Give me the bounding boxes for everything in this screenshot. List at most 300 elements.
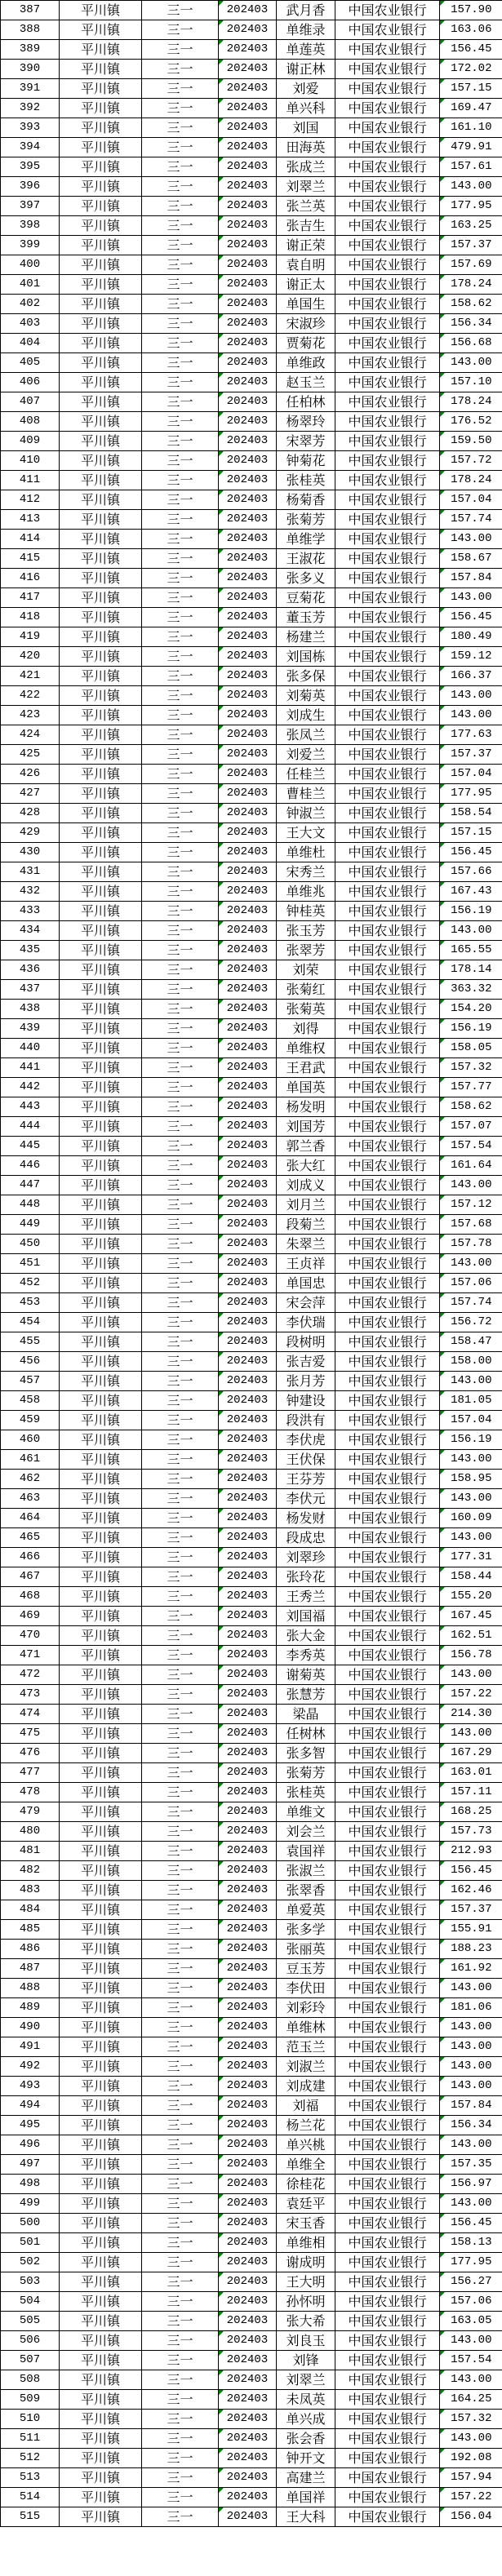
amount-cell[interactable]: 169.47 — [440, 99, 502, 118]
town-cell[interactable]: 平川镇 — [60, 1998, 142, 2018]
amount-cell[interactable]: 143.00 — [440, 353, 502, 373]
row-number-cell[interactable]: 466 — [1, 1548, 60, 1567]
town-cell[interactable]: 平川镇 — [60, 1979, 142, 1998]
row-number-cell[interactable]: 395 — [1, 157, 60, 177]
amount-cell[interactable]: 158.62 — [440, 295, 502, 314]
town-cell[interactable]: 平川镇 — [60, 1117, 142, 1137]
bank-cell[interactable]: 中国农业银行 — [335, 1567, 440, 1587]
amount-cell[interactable]: 161.64 — [440, 1156, 502, 1176]
row-number-cell[interactable]: 439 — [1, 1019, 60, 1039]
month-cell[interactable]: 202403 — [219, 2057, 277, 2077]
amount-cell[interactable]: 143.00 — [440, 2077, 502, 2096]
village-cell[interactable]: 三一 — [142, 2096, 219, 2116]
name-cell[interactable]: 杨翠玲 — [277, 412, 335, 432]
town-cell[interactable]: 平川镇 — [60, 843, 142, 862]
bank-cell[interactable]: 中国农业银行 — [335, 295, 440, 314]
row-number-cell[interactable]: 514 — [1, 2488, 60, 2507]
month-cell[interactable]: 202403 — [219, 980, 277, 1000]
village-cell[interactable]: 三一 — [142, 2272, 219, 2292]
month-cell[interactable]: 202403 — [219, 2449, 277, 2468]
amount-cell[interactable]: 156.34 — [440, 314, 502, 334]
name-cell[interactable]: 张玉芳 — [277, 921, 335, 941]
row-number-cell[interactable]: 435 — [1, 941, 60, 960]
bank-cell[interactable]: 中国农业银行 — [335, 2449, 440, 2468]
town-cell[interactable]: 平川镇 — [60, 1039, 142, 1058]
month-cell[interactable]: 202403 — [219, 1450, 277, 1470]
name-cell[interactable]: 张大金 — [277, 1626, 335, 1646]
town-cell[interactable]: 平川镇 — [60, 197, 142, 216]
amount-cell[interactable]: 143.00 — [440, 921, 502, 941]
row-number-cell[interactable]: 461 — [1, 1450, 60, 1470]
amount-cell[interactable]: 143.00 — [440, 1489, 502, 1509]
bank-cell[interactable]: 中国农业银行 — [335, 1078, 440, 1097]
month-cell[interactable]: 202403 — [219, 1411, 277, 1430]
bank-cell[interactable]: 中国农业银行 — [335, 255, 440, 275]
row-number-cell[interactable]: 477 — [1, 1763, 60, 1783]
bank-cell[interactable]: 中国农业银行 — [335, 1646, 440, 1665]
village-cell[interactable]: 三一 — [142, 1685, 219, 1705]
village-cell[interactable]: 三一 — [142, 2488, 219, 2507]
row-number-cell[interactable]: 507 — [1, 2351, 60, 2370]
name-cell[interactable]: 段洪有 — [277, 1411, 335, 1430]
month-cell[interactable]: 202403 — [219, 1626, 277, 1646]
month-cell[interactable]: 202403 — [219, 627, 277, 647]
month-cell[interactable]: 202403 — [219, 1665, 277, 1685]
village-cell[interactable]: 三一 — [142, 784, 219, 804]
bank-cell[interactable]: 中国农业银行 — [335, 784, 440, 804]
town-cell[interactable]: 平川镇 — [60, 1940, 142, 1959]
village-cell[interactable]: 三一 — [142, 2253, 219, 2272]
name-cell[interactable]: 张翠芳 — [277, 941, 335, 960]
month-cell[interactable]: 202403 — [219, 510, 277, 530]
row-number-cell[interactable]: 393 — [1, 118, 60, 138]
row-number-cell[interactable]: 424 — [1, 725, 60, 745]
town-cell[interactable]: 平川镇 — [60, 295, 142, 314]
name-cell[interactable]: 钟开文 — [277, 2449, 335, 2468]
town-cell[interactable]: 平川镇 — [60, 862, 142, 882]
name-cell[interactable]: 宋翠芳 — [277, 432, 335, 451]
town-cell[interactable]: 平川镇 — [60, 588, 142, 608]
row-number-cell[interactable]: 415 — [1, 549, 60, 569]
name-cell[interactable]: 张月芳 — [277, 1372, 335, 1391]
bank-cell[interactable]: 中国农业银行 — [335, 1391, 440, 1411]
bank-cell[interactable]: 中国农业银行 — [335, 2037, 440, 2057]
month-cell[interactable]: 202403 — [219, 1391, 277, 1411]
month-cell[interactable]: 202403 — [219, 1039, 277, 1058]
bank-cell[interactable]: 中国农业银行 — [335, 2175, 440, 2194]
town-cell[interactable]: 平川镇 — [60, 2116, 142, 2135]
town-cell[interactable]: 平川镇 — [60, 1646, 142, 1665]
name-cell[interactable]: 刘淑兰 — [277, 2057, 335, 2077]
row-number-cell[interactable]: 391 — [1, 79, 60, 99]
village-cell[interactable]: 三一 — [142, 1626, 219, 1646]
bank-cell[interactable]: 中国农业银行 — [335, 1352, 440, 1372]
row-number-cell[interactable]: 505 — [1, 2312, 60, 2331]
town-cell[interactable]: 平川镇 — [60, 2077, 142, 2096]
row-number-cell[interactable]: 471 — [1, 1646, 60, 1665]
amount-cell[interactable]: 156.72 — [440, 1313, 502, 1332]
amount-cell[interactable]: 163.05 — [440, 2312, 502, 2331]
bank-cell[interactable]: 中国农业银行 — [335, 2410, 440, 2429]
amount-cell[interactable]: 177.95 — [440, 197, 502, 216]
name-cell[interactable]: 谢成明 — [277, 2253, 335, 2272]
bank-cell[interactable]: 中国农业银行 — [335, 706, 440, 725]
name-cell[interactable]: 谢正林 — [277, 60, 335, 79]
town-cell[interactable]: 平川镇 — [60, 765, 142, 784]
town-cell[interactable]: 平川镇 — [60, 1920, 142, 1940]
amount-cell[interactable]: 156.19 — [440, 1019, 502, 1039]
bank-cell[interactable]: 中国农业银行 — [335, 1998, 440, 2018]
amount-cell[interactable]: 192.08 — [440, 2449, 502, 2468]
name-cell[interactable]: 王淑花 — [277, 549, 335, 569]
village-cell[interactable]: 三一 — [142, 1528, 219, 1548]
bank-cell[interactable]: 中国农业银行 — [335, 1274, 440, 1293]
village-cell[interactable]: 三一 — [142, 1587, 219, 1607]
row-number-cell[interactable]: 405 — [1, 353, 60, 373]
name-cell[interactable]: 单国英 — [277, 1078, 335, 1097]
village-cell[interactable]: 三一 — [142, 2037, 219, 2057]
month-cell[interactable]: 202403 — [219, 1372, 277, 1391]
town-cell[interactable]: 平川镇 — [60, 1019, 142, 1039]
bank-cell[interactable]: 中国农业银行 — [335, 432, 440, 451]
row-number-cell[interactable]: 460 — [1, 1430, 60, 1450]
amount-cell[interactable]: 156.97 — [440, 2175, 502, 2194]
name-cell[interactable]: 刘国 — [277, 118, 335, 138]
name-cell[interactable]: 未凤英 — [277, 2390, 335, 2410]
bank-cell[interactable]: 中国农业银行 — [335, 1215, 440, 1235]
row-number-cell[interactable]: 398 — [1, 216, 60, 236]
village-cell[interactable]: 三一 — [142, 1979, 219, 1998]
village-cell[interactable]: 三一 — [142, 1411, 219, 1430]
name-cell[interactable]: 单爱英 — [277, 1900, 335, 1920]
name-cell[interactable]: 任树林 — [277, 1724, 335, 1744]
village-cell[interactable]: 三一 — [142, 295, 219, 314]
month-cell[interactable]: 202403 — [219, 667, 277, 686]
village-cell[interactable]: 三一 — [142, 1078, 219, 1097]
row-number-cell[interactable]: 451 — [1, 1254, 60, 1274]
bank-cell[interactable]: 中国农业银行 — [335, 765, 440, 784]
village-cell[interactable]: 三一 — [142, 2057, 219, 2077]
village-cell[interactable]: 三一 — [142, 862, 219, 882]
name-cell[interactable]: 刘福 — [277, 2096, 335, 2116]
village-cell[interactable]: 三一 — [142, 667, 219, 686]
town-cell[interactable]: 平川镇 — [60, 1802, 142, 1822]
row-number-cell[interactable]: 413 — [1, 510, 60, 530]
village-cell[interactable]: 三一 — [142, 960, 219, 980]
town-cell[interactable]: 平川镇 — [60, 1665, 142, 1685]
month-cell[interactable]: 202403 — [219, 1998, 277, 2018]
village-cell[interactable]: 三一 — [142, 1039, 219, 1058]
town-cell[interactable]: 平川镇 — [60, 2507, 142, 2527]
row-number-cell[interactable]: 485 — [1, 1920, 60, 1940]
name-cell[interactable]: 张多保 — [277, 667, 335, 686]
town-cell[interactable]: 平川镇 — [60, 2449, 142, 2468]
month-cell[interactable]: 202403 — [219, 1528, 277, 1548]
amount-cell[interactable]: 177.95 — [440, 2253, 502, 2272]
name-cell[interactable]: 宋秀兰 — [277, 862, 335, 882]
amount-cell[interactable]: 155.91 — [440, 1920, 502, 1940]
bank-cell[interactable]: 中国农业银行 — [335, 2155, 440, 2175]
bank-cell[interactable]: 中国农业银行 — [335, 2272, 440, 2292]
amount-cell[interactable]: 157.78 — [440, 1235, 502, 1254]
row-number-cell[interactable]: 459 — [1, 1411, 60, 1430]
name-cell[interactable]: 张吉生 — [277, 216, 335, 236]
name-cell[interactable]: 袁自明 — [277, 255, 335, 275]
amount-cell[interactable]: 157.04 — [440, 765, 502, 784]
row-number-cell[interactable]: 389 — [1, 40, 60, 60]
name-cell[interactable]: 杨建兰 — [277, 627, 335, 647]
row-number-cell[interactable]: 401 — [1, 275, 60, 295]
month-cell[interactable]: 202403 — [219, 353, 277, 373]
amount-cell[interactable]: 157.32 — [440, 1058, 502, 1078]
row-number-cell[interactable]: 403 — [1, 314, 60, 334]
amount-cell[interactable]: 156.45 — [440, 843, 502, 862]
amount-cell[interactable]: 157.32 — [440, 2410, 502, 2429]
row-number-cell[interactable]: 411 — [1, 471, 60, 490]
bank-cell[interactable]: 中国农业银行 — [335, 725, 440, 745]
row-number-cell[interactable]: 434 — [1, 921, 60, 941]
month-cell[interactable]: 202403 — [219, 1548, 277, 1567]
bank-cell[interactable]: 中国农业银行 — [335, 1, 440, 20]
row-number-cell[interactable]: 490 — [1, 2018, 60, 2037]
month-cell[interactable]: 202403 — [219, 2390, 277, 2410]
name-cell[interactable]: 梁晶 — [277, 1705, 335, 1724]
row-number-cell[interactable]: 429 — [1, 823, 60, 843]
month-cell[interactable]: 202403 — [219, 1685, 277, 1705]
village-cell[interactable]: 三一 — [142, 1470, 219, 1489]
month-cell[interactable]: 202403 — [219, 1587, 277, 1607]
month-cell[interactable]: 202403 — [219, 432, 277, 451]
town-cell[interactable]: 平川镇 — [60, 79, 142, 99]
village-cell[interactable]: 三一 — [142, 2449, 219, 2468]
row-number-cell[interactable]: 421 — [1, 667, 60, 686]
row-number-cell[interactable]: 417 — [1, 588, 60, 608]
name-cell[interactable]: 杨发明 — [277, 1097, 335, 1117]
village-cell[interactable]: 三一 — [142, 1430, 219, 1450]
bank-cell[interactable]: 中国农业银行 — [335, 1293, 440, 1313]
name-cell[interactable]: 张翠香 — [277, 1881, 335, 1900]
bank-cell[interactable]: 中国农业银行 — [335, 1332, 440, 1352]
village-cell[interactable]: 三一 — [142, 1137, 219, 1156]
town-cell[interactable]: 平川镇 — [60, 1411, 142, 1430]
village-cell[interactable]: 三一 — [142, 1215, 219, 1235]
village-cell[interactable]: 三一 — [142, 255, 219, 275]
amount-cell[interactable]: 168.25 — [440, 1802, 502, 1822]
row-number-cell[interactable]: 508 — [1, 2370, 60, 2390]
bank-cell[interactable]: 中国农业银行 — [335, 1763, 440, 1783]
town-cell[interactable]: 平川镇 — [60, 549, 142, 569]
row-number-cell[interactable]: 397 — [1, 197, 60, 216]
town-cell[interactable]: 平川镇 — [60, 1489, 142, 1509]
name-cell[interactable]: 董玉芳 — [277, 608, 335, 627]
month-cell[interactable]: 202403 — [219, 1646, 277, 1665]
amount-cell[interactable]: 156.45 — [440, 1861, 502, 1881]
row-number-cell[interactable]: 447 — [1, 1176, 60, 1195]
amount-cell[interactable]: 157.84 — [440, 569, 502, 588]
month-cell[interactable]: 202403 — [219, 1940, 277, 1959]
village-cell[interactable]: 三一 — [142, 1352, 219, 1372]
name-cell[interactable]: 高建兰 — [277, 2468, 335, 2488]
name-cell[interactable]: 刘良玉 — [277, 2331, 335, 2351]
bank-cell[interactable]: 中国农业银行 — [335, 882, 440, 902]
amount-cell[interactable]: 143.00 — [440, 2135, 502, 2155]
village-cell[interactable]: 三一 — [142, 2116, 219, 2135]
village-cell[interactable]: 三一 — [142, 902, 219, 921]
village-cell[interactable]: 三一 — [142, 1, 219, 20]
town-cell[interactable]: 平川镇 — [60, 2057, 142, 2077]
amount-cell[interactable]: 167.43 — [440, 882, 502, 902]
row-number-cell[interactable]: 472 — [1, 1665, 60, 1685]
month-cell[interactable]: 202403 — [219, 20, 277, 40]
month-cell[interactable]: 202403 — [219, 1137, 277, 1156]
village-cell[interactable]: 三一 — [142, 1705, 219, 1724]
name-cell[interactable]: 单维录 — [277, 20, 335, 40]
row-number-cell[interactable]: 428 — [1, 804, 60, 823]
village-cell[interactable]: 三一 — [142, 706, 219, 725]
name-cell[interactable]: 郭兰香 — [277, 1137, 335, 1156]
row-number-cell[interactable]: 455 — [1, 1332, 60, 1352]
row-number-cell[interactable]: 452 — [1, 1274, 60, 1293]
amount-cell[interactable]: 158.13 — [440, 2233, 502, 2253]
bank-cell[interactable]: 中国农业银行 — [335, 510, 440, 530]
month-cell[interactable]: 202403 — [219, 490, 277, 510]
town-cell[interactable]: 平川镇 — [60, 412, 142, 432]
town-cell[interactable]: 平川镇 — [60, 1744, 142, 1763]
name-cell[interactable]: 王大科 — [277, 2507, 335, 2527]
bank-cell[interactable]: 中国农业银行 — [335, 1920, 440, 1940]
name-cell[interactable]: 刘翠兰 — [277, 2370, 335, 2390]
village-cell[interactable]: 三一 — [142, 373, 219, 392]
bank-cell[interactable]: 中国农业银行 — [335, 2096, 440, 2116]
bank-cell[interactable]: 中国农业银行 — [335, 177, 440, 197]
town-cell[interactable]: 平川镇 — [60, 2312, 142, 2331]
month-cell[interactable]: 202403 — [219, 1724, 277, 1744]
month-cell[interactable]: 202403 — [219, 2194, 277, 2214]
amount-cell[interactable]: 157.06 — [440, 2292, 502, 2312]
name-cell[interactable]: 宋玉香 — [277, 2214, 335, 2233]
village-cell[interactable]: 三一 — [142, 823, 219, 843]
month-cell[interactable]: 202403 — [219, 2253, 277, 2272]
month-cell[interactable]: 202403 — [219, 2429, 277, 2449]
month-cell[interactable]: 202403 — [219, 745, 277, 765]
bank-cell[interactable]: 中国农业银行 — [335, 1039, 440, 1058]
name-cell[interactable]: 张大红 — [277, 1156, 335, 1176]
name-cell[interactable]: 刘国栋 — [277, 647, 335, 667]
name-cell[interactable]: 单维政 — [277, 353, 335, 373]
village-cell[interactable]: 三一 — [142, 2331, 219, 2351]
month-cell[interactable]: 202403 — [219, 1215, 277, 1235]
row-number-cell[interactable]: 416 — [1, 569, 60, 588]
name-cell[interactable]: 张菊芳 — [277, 1763, 335, 1783]
village-cell[interactable]: 三一 — [142, 1861, 219, 1881]
month-cell[interactable]: 202403 — [219, 1470, 277, 1489]
town-cell[interactable]: 平川镇 — [60, 2390, 142, 2410]
bank-cell[interactable]: 中国农业银行 — [335, 647, 440, 667]
bank-cell[interactable]: 中国农业银行 — [335, 216, 440, 236]
month-cell[interactable]: 202403 — [219, 725, 277, 745]
amount-cell[interactable]: 180.49 — [440, 627, 502, 647]
amount-cell[interactable]: 143.00 — [440, 2370, 502, 2390]
village-cell[interactable]: 三一 — [142, 1254, 219, 1274]
amount-cell[interactable]: 178.24 — [440, 275, 502, 295]
row-number-cell[interactable]: 493 — [1, 2077, 60, 2096]
name-cell[interactable]: 张成兰 — [277, 157, 335, 177]
name-cell[interactable]: 袁廷平 — [277, 2194, 335, 2214]
amount-cell[interactable]: 157.72 — [440, 451, 502, 471]
town-cell[interactable]: 平川镇 — [60, 804, 142, 823]
village-cell[interactable]: 三一 — [142, 1391, 219, 1411]
bank-cell[interactable]: 中国农业银行 — [335, 471, 440, 490]
row-number-cell[interactable]: 388 — [1, 20, 60, 40]
month-cell[interactable]: 202403 — [219, 1058, 277, 1078]
month-cell[interactable]: 202403 — [219, 2370, 277, 2390]
bank-cell[interactable]: 中国农业银行 — [335, 608, 440, 627]
amount-cell[interactable]: 158.62 — [440, 1097, 502, 1117]
town-cell[interactable]: 平川镇 — [60, 1254, 142, 1274]
bank-cell[interactable]: 中国农业银行 — [335, 941, 440, 960]
bank-cell[interactable]: 中国农业银行 — [335, 569, 440, 588]
month-cell[interactable]: 202403 — [219, 1842, 277, 1861]
month-cell[interactable]: 202403 — [219, 2351, 277, 2370]
month-cell[interactable]: 202403 — [219, 1489, 277, 1509]
town-cell[interactable]: 平川镇 — [60, 1450, 142, 1470]
amount-cell[interactable]: 163.01 — [440, 1763, 502, 1783]
bank-cell[interactable]: 中国农业银行 — [335, 2214, 440, 2233]
amount-cell[interactable]: 177.63 — [440, 725, 502, 745]
bank-cell[interactable]: 中国农业银行 — [335, 1665, 440, 1685]
bank-cell[interactable]: 中国农业银行 — [335, 2468, 440, 2488]
bank-cell[interactable]: 中国农业银行 — [335, 921, 440, 941]
town-cell[interactable]: 平川镇 — [60, 1156, 142, 1176]
town-cell[interactable]: 平川镇 — [60, 471, 142, 490]
town-cell[interactable]: 平川镇 — [60, 334, 142, 353]
row-number-cell[interactable]: 394 — [1, 138, 60, 157]
amount-cell[interactable]: 158.44 — [440, 1567, 502, 1587]
bank-cell[interactable]: 中国农业银行 — [335, 1783, 440, 1802]
name-cell[interactable]: 杨兰花 — [277, 2116, 335, 2135]
name-cell[interactable]: 段成忠 — [277, 1528, 335, 1548]
amount-cell[interactable]: 172.02 — [440, 60, 502, 79]
village-cell[interactable]: 三一 — [142, 60, 219, 79]
town-cell[interactable]: 平川镇 — [60, 1685, 142, 1705]
row-number-cell[interactable]: 453 — [1, 1293, 60, 1313]
bank-cell[interactable]: 中国农业银行 — [335, 667, 440, 686]
row-number-cell[interactable]: 480 — [1, 1822, 60, 1842]
amount-cell[interactable]: 167.45 — [440, 1607, 502, 1626]
bank-cell[interactable]: 中国农业银行 — [335, 1802, 440, 1822]
town-cell[interactable]: 平川镇 — [60, 1763, 142, 1783]
month-cell[interactable]: 202403 — [219, 471, 277, 490]
bank-cell[interactable]: 中国农业银行 — [335, 353, 440, 373]
amount-cell[interactable]: 158.00 — [440, 1352, 502, 1372]
village-cell[interactable]: 三一 — [142, 1274, 219, 1293]
amount-cell[interactable]: 158.47 — [440, 1332, 502, 1352]
bank-cell[interactable]: 中国农业银行 — [335, 1450, 440, 1470]
bank-cell[interactable]: 中国农业银行 — [335, 2351, 440, 2370]
bank-cell[interactable]: 中国农业银行 — [335, 1979, 440, 1998]
row-number-cell[interactable]: 438 — [1, 1000, 60, 1019]
name-cell[interactable]: 张菊红 — [277, 980, 335, 1000]
name-cell[interactable]: 李伏田 — [277, 1979, 335, 1998]
amount-cell[interactable]: 156.19 — [440, 1430, 502, 1450]
row-number-cell[interactable]: 496 — [1, 2135, 60, 2155]
row-number-cell[interactable]: 475 — [1, 1724, 60, 1744]
bank-cell[interactable]: 中国农业银行 — [335, 1842, 440, 1861]
month-cell[interactable]: 202403 — [219, 1881, 277, 1900]
row-number-cell[interactable]: 441 — [1, 1058, 60, 1078]
bank-cell[interactable]: 中国农业银行 — [335, 412, 440, 432]
name-cell[interactable]: 刘彩玲 — [277, 1998, 335, 2018]
